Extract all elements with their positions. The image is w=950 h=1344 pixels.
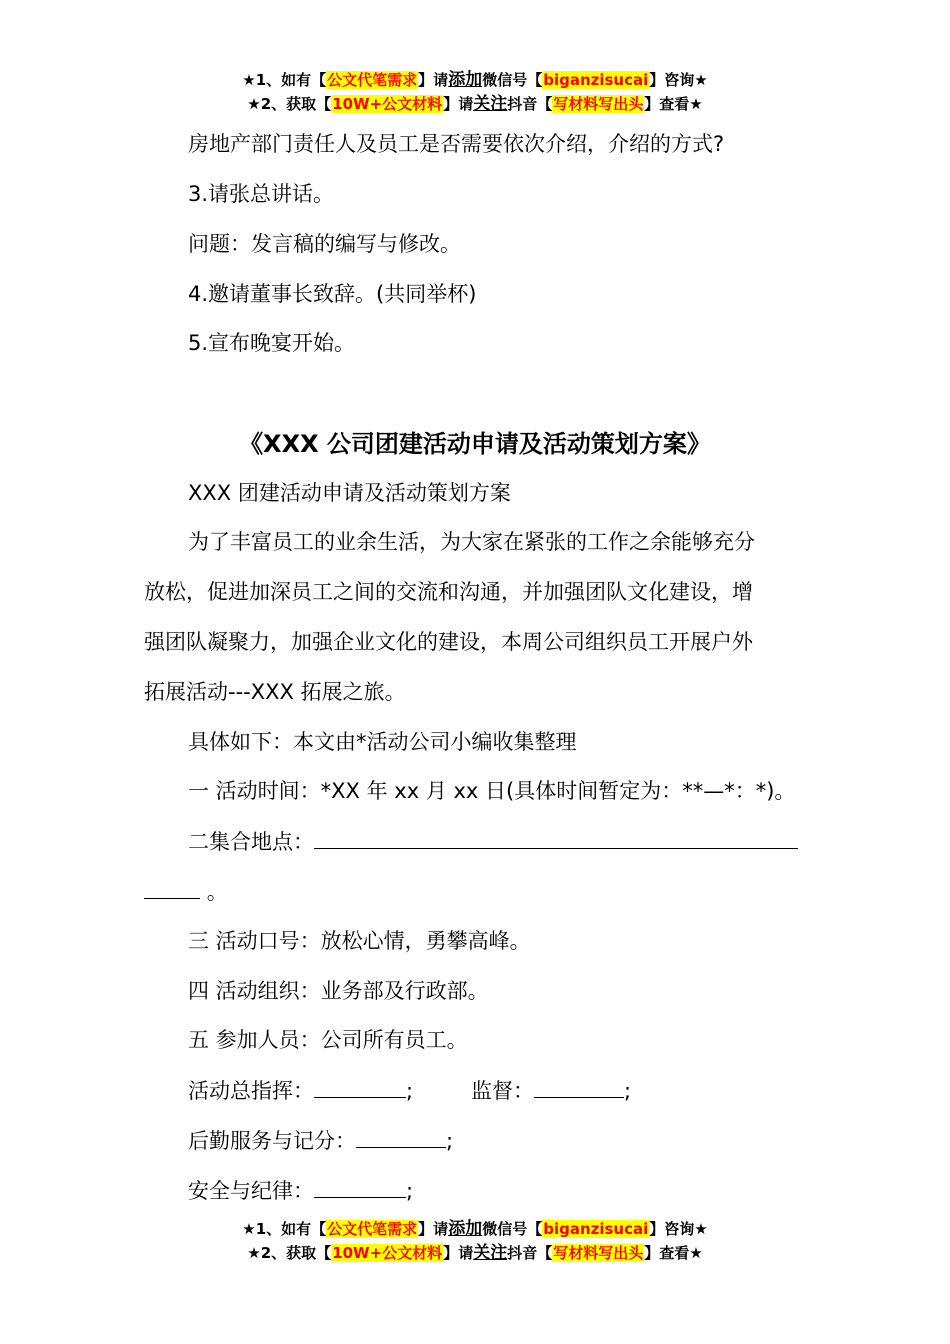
banner-text: ★2、获取【 — [247, 1244, 332, 1262]
paragraph-details: 具体如下：本文由*活动公司小编收集整理 — [188, 730, 577, 754]
banner-text: ★1、如有【 — [242, 71, 327, 89]
paragraph-purpose-line-3: 强团队凝聚力，加强企业文化的建设，本周公司组织员工开展户外 — [144, 630, 753, 654]
banner-text: 微信号【 — [482, 1220, 543, 1238]
banner-text: 】查看★ — [644, 95, 703, 113]
safety-blank — [314, 1175, 406, 1198]
supervise-row — [471, 1075, 631, 1106]
separator: ; — [406, 1179, 414, 1203]
bottom-banner — [0, 1217, 950, 1265]
activity-slogan: 三 活动口号：放松心情，勇攀高峰。 — [188, 929, 531, 953]
safety-label: 安全与纪律： — [188, 1179, 314, 1203]
separator: ; — [406, 1079, 414, 1103]
banner-text: 抖音【 — [507, 1244, 553, 1262]
banner-text: 】请 — [418, 1220, 449, 1238]
banner-text: 微信号【 — [482, 71, 543, 89]
separator: ; — [624, 1079, 632, 1103]
gathering-place-end: 。 — [206, 880, 228, 904]
gathering-place-blank-end — [144, 876, 200, 899]
banner-text: 抖音【 — [507, 95, 553, 113]
paragraph-intro-question: 房地产部门责任人及员工是否需要依次介绍，介绍的方式? — [188, 132, 725, 156]
banner-highlight: 公文代笔需求 — [327, 1220, 418, 1238]
banner-highlight: biganzisucai — [543, 1220, 649, 1238]
safety-row — [188, 1175, 413, 1206]
gathering-place-label: 二集合地点： — [188, 830, 314, 854]
paragraph-step-5: 5.宣布晚宴开始。 — [188, 331, 356, 355]
logistics-row — [188, 1125, 453, 1156]
banner-highlight: 公文代笔需求 — [327, 71, 418, 89]
separator: ; — [446, 1129, 454, 1153]
banner-highlight: 写材料写出头 — [553, 1244, 644, 1262]
commander-label: 活动总指挥： — [188, 1079, 314, 1103]
banner-underlined: 关注 — [473, 94, 508, 114]
banner-text: ★1、如有【 — [242, 1220, 327, 1238]
activity-organizer: 四 活动组织：业务部及行政部。 — [188, 979, 489, 1003]
gathering-place-continued — [144, 876, 228, 907]
banner-text: 】咨询★ — [649, 71, 708, 89]
banner-line-1 — [0, 1217, 950, 1241]
banner-underlined: 关注 — [473, 1243, 508, 1263]
banner-line-1 — [0, 68, 950, 92]
supervise-blank — [534, 1075, 624, 1098]
paragraph-step-4: 4.邀请董事长致辞。(共同举杯) — [188, 282, 477, 306]
paragraph-purpose-line-2: 放松，促进加深员工之间的交流和沟通，并加强团队文化建设，增 — [144, 580, 753, 604]
banner-text: 】咨询★ — [649, 1220, 708, 1238]
commander-blank — [314, 1075, 406, 1098]
banner-highlight: 10W+公文材料 — [332, 95, 443, 113]
banner-highlight: 10W+公文材料 — [332, 1244, 443, 1262]
banner-underlined: 添加 — [448, 70, 483, 90]
logistics-blank — [356, 1125, 446, 1148]
paragraph-step-3: 3.请张总讲话。 — [188, 182, 335, 206]
gathering-place — [188, 826, 798, 857]
supervise-label: 监督： — [471, 1079, 534, 1103]
paragraph-purpose-line-1: 为了丰富员工的业余生活，为大家在紧张的工作之余能够充分 — [188, 530, 755, 554]
banner-line-2 — [0, 92, 950, 116]
activity-participants: 五 参加人员：公司所有员工。 — [188, 1028, 468, 1052]
document-subtitle: XXX 团建活动申请及活动策划方案 — [188, 481, 511, 505]
banner-line-2 — [0, 1241, 950, 1265]
paragraph-issue: 问题：发言稿的编写与修改。 — [188, 232, 461, 256]
top-banner — [0, 68, 950, 116]
banner-text: 】查看★ — [644, 1244, 703, 1262]
logistics-label: 后勤服务与记分： — [188, 1129, 356, 1153]
gathering-place-blank — [314, 826, 798, 849]
banner-highlight: 写材料写出头 — [553, 95, 644, 113]
banner-text: 】请 — [443, 95, 474, 113]
banner-text: 】请 — [418, 71, 449, 89]
banner-underlined: 添加 — [448, 1219, 483, 1239]
banner-text: 】请 — [443, 1244, 474, 1262]
paragraph-purpose-line-4: 拓展活动---XXX 拓展之旅。 — [144, 680, 406, 704]
activity-time: 一 活动时间：*XX 年 xx 月 xx 日(具体时间暂定为：**—*：*)。 — [188, 779, 796, 803]
document-title: 《XXX 公司团建活动申请及活动策划方案》 — [239, 430, 711, 458]
commander-row — [188, 1075, 413, 1106]
banner-text: ★2、获取【 — [247, 95, 332, 113]
banner-highlight: biganzisucai — [543, 71, 649, 89]
